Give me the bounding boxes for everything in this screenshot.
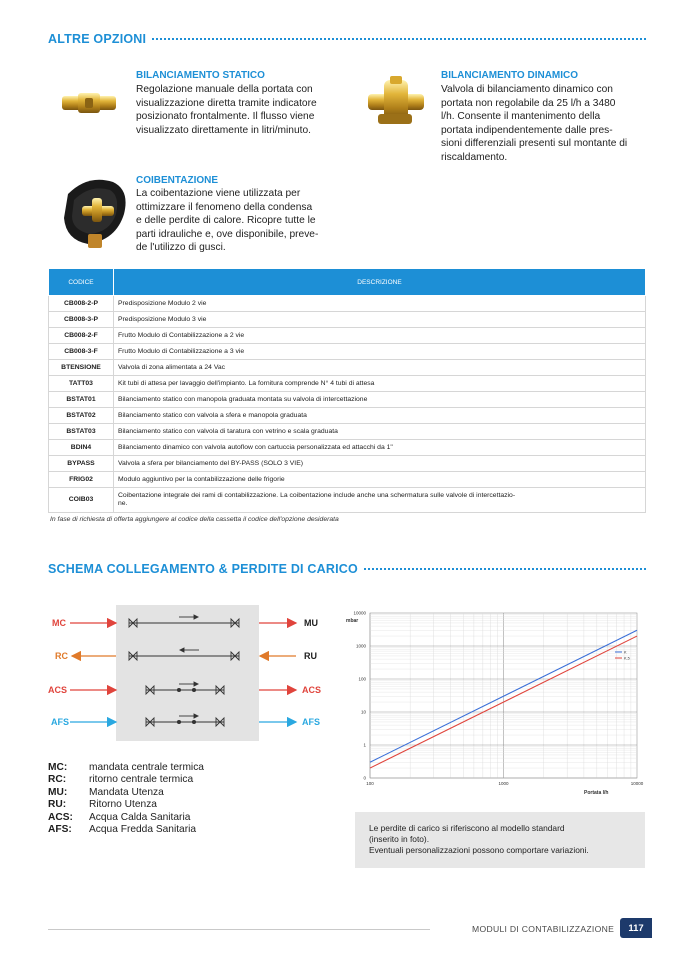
- schema-label-afs-left: AFS: [51, 717, 69, 727]
- schema-label-acs-right: ACS: [302, 685, 322, 695]
- code-cell: CB008-3-F: [49, 344, 114, 360]
- header-descrizione: DESCRIZIONE: [114, 269, 646, 296]
- table-header-row: [49, 269, 646, 296]
- table-row: [49, 344, 646, 360]
- legend-row: [48, 812, 204, 824]
- option-text-dinamico: [441, 83, 645, 165]
- code-cell: BSTAT03: [49, 424, 114, 440]
- text-line: portata indipendentemente dalle pres-: [441, 124, 613, 136]
- section-title-text: ALTRE OPZIONI: [48, 32, 147, 46]
- schema-diagram: [44, 605, 334, 745]
- chart-note-line: (inserito in foto).: [369, 834, 430, 844]
- section-title-altre-opzioni: [48, 32, 646, 46]
- code-cell: BSTAT01: [49, 392, 114, 408]
- text-line: e delle perdite di calore. Ricopre tutte le: [136, 215, 316, 227]
- text-line: sioni differenziali presenti sul montante di: [441, 138, 628, 150]
- page-number: 117: [620, 918, 652, 938]
- y-tick-label: 100: [358, 676, 366, 682]
- legend-entry: K: [624, 650, 627, 655]
- schema-label-ru: RU: [304, 651, 317, 661]
- code-cell: BDIN4: [49, 440, 114, 456]
- desc-cell: Bilanciamento dinamico con valvola autoflow con cartuccia personalizzata ed attacchi da 1": [114, 440, 646, 456]
- legend-value: Acqua Fredda Sanitaria: [89, 824, 197, 836]
- section-title-schema: [48, 562, 646, 576]
- desc-line: Coibentazione integrale dei rami di contabilizzazione. La coibentazione include anche una schermatura sulle valvole di intercettazio-: [118, 492, 516, 499]
- legend-value: Mandata Utenza: [89, 786, 164, 798]
- code-cell: BTENSIONE: [49, 360, 114, 376]
- desc-cell: Bilanciamento statico con valvola di taratura con vetrino e scala graduata: [114, 424, 646, 440]
- legend-key: RU:: [48, 799, 67, 811]
- dotted-divider: [152, 38, 646, 40]
- table-row: [49, 456, 646, 472]
- table-row: [49, 376, 646, 392]
- schema-label-rc: RC: [55, 651, 68, 661]
- desc-cell: Frutto Modulo di Contabilizzazione a 3 vie: [114, 344, 646, 360]
- desc-cell: Modulo aggiuntivo per la contabilizzazione delle frigorie: [114, 472, 646, 488]
- legend-value: Acqua Calda Sanitaria: [89, 811, 191, 823]
- header-codice: CODICE: [49, 269, 114, 296]
- legend-row: [48, 799, 204, 811]
- legend-row: [48, 762, 204, 774]
- text-line: posizionato frontalmente. Il flusso viene: [136, 111, 315, 123]
- y-tick-label: 10: [360, 709, 366, 715]
- option-title-statico: BILANCIAMENTO STATICO: [136, 70, 265, 81]
- chart-xlabel: Portata l/h: [584, 790, 609, 796]
- brass-fitting-photo: [60, 88, 118, 120]
- chart-note-line: Eventuali personalizzazioni possono comportare variazioni.: [369, 845, 589, 855]
- text-line: La coibentazione viene utilizzata per: [136, 188, 301, 199]
- text-line: riscaldamento.: [441, 151, 508, 163]
- text-line: de l'utilizzo di gusci.: [136, 242, 226, 254]
- legend-row: [48, 774, 204, 786]
- x-tick-label: 10000: [630, 781, 644, 786]
- dynamic-valve-photo: [364, 76, 428, 128]
- y-tick-label: 0: [363, 775, 366, 781]
- footer-label: MODULI DI CONTABILIZZAZIONE: [472, 924, 615, 934]
- legend-row: [48, 787, 204, 799]
- footer-rule: [48, 929, 430, 930]
- legend-value: ritorno centrale termica: [89, 774, 194, 786]
- table-row: [49, 488, 646, 513]
- desc-cell: Valvola di zona alimentata a 24 Vac: [114, 360, 646, 376]
- code-cell: CB008-3-P: [49, 312, 114, 328]
- text-line: Regolazione manuale della portata con: [136, 84, 313, 95]
- text-line: visualizzazione diretta tramite indicatore: [136, 97, 317, 109]
- chart-ylabel: mbar: [346, 618, 359, 624]
- x-tick-label: 100: [366, 781, 374, 786]
- desc-cell: [114, 488, 646, 513]
- x-tick-label: 1000: [498, 781, 509, 786]
- option-text-coibentazione: [136, 187, 341, 255]
- table-row: [49, 408, 646, 424]
- y-tick-label: 10000: [353, 610, 366, 616]
- text-line: l/h. Consente il mantenimento della: [441, 111, 601, 123]
- table-row: [49, 392, 646, 408]
- desc-cell: Frutto Modulo di Contabilizzazione a 2 vie: [114, 328, 646, 344]
- code-cell: CB008-2-F: [49, 328, 114, 344]
- codes-table: [48, 268, 646, 513]
- table-row: [49, 440, 646, 456]
- schema-label-afs-right: AFS: [302, 717, 320, 727]
- desc-cell: Predisposizione Modulo 3 vie: [114, 312, 646, 328]
- option-title-coibentazione: COIBENTAZIONE: [136, 175, 219, 186]
- code-cell: TATT03: [49, 376, 114, 392]
- option-title-dinamico: BILANCIAMENTO DINAMICO: [441, 70, 579, 81]
- desc-cell: Bilanciamento statico con manopola graduata montata su valvola di intercettazione: [114, 392, 646, 408]
- schema-label-acs-left: ACS: [48, 685, 68, 695]
- table-row: [49, 328, 646, 344]
- code-cell: BYPASS: [49, 456, 114, 472]
- code-cell: CB008-2-P: [49, 296, 114, 312]
- table-row: [49, 472, 646, 488]
- text-line: portata non regolabile da 25 l/h a 3480: [441, 97, 616, 109]
- legend-key: AFS:: [48, 824, 72, 836]
- text-line: visualizzato direttamente in litri/minuto.: [136, 124, 311, 136]
- y-tick-label: 1: [363, 742, 366, 748]
- desc-cell: Predisposizione Modulo 2 vie: [114, 296, 646, 312]
- section-title-text: SCHEMA COLLEGAMENTO & PERDITE DI CARICO: [48, 562, 358, 576]
- text-line: Valvola di bilanciamento dinamico con: [441, 84, 613, 95]
- legend-row: [48, 824, 204, 836]
- schema-label-mu: MU: [304, 618, 318, 628]
- legend-value: mandata centrale termica: [89, 762, 204, 773]
- desc-cell: Kit tubi di attesa per lavaggio dell'impianto. La fornitura comprende N° 4 tubi di attesa: [114, 376, 646, 392]
- y-tick-label: 1000: [355, 643, 366, 649]
- chart-note: [355, 812, 645, 868]
- legend-key: ACS:: [48, 811, 73, 823]
- text-line: ottimizzare il fenomeno della condensa: [136, 201, 313, 213]
- insulation-photo: [58, 174, 132, 250]
- legend-key: MU:: [48, 786, 68, 798]
- desc-cell: Valvola a sfera per bilanciamento del BY-PASS (SOLO 3 VIE): [114, 456, 646, 472]
- legend-entry: K,5: [624, 656, 630, 661]
- table-row: [49, 296, 646, 312]
- text-line: parti idrauliche e, ove disponibile, preve-: [136, 228, 319, 240]
- legend-value: Ritorno Utenza: [89, 799, 157, 811]
- table-note: In fase di richiesta di offerta aggiungere al codice della cassetta il codice dell'opzione desiderata: [50, 516, 339, 523]
- table-row: [49, 360, 646, 376]
- code-cell: FRIG02: [49, 472, 114, 488]
- code-cell: BSTAT02: [49, 408, 114, 424]
- table-row: [49, 312, 646, 328]
- legend-key: MC:: [48, 762, 68, 773]
- dotted-divider: [364, 568, 646, 570]
- desc-cell: Bilanciamento statico con valvola a sfera e manopola graduata: [114, 408, 646, 424]
- schema-label-mc: MC: [52, 618, 66, 628]
- legend-list: [48, 762, 204, 836]
- code-cell: COIB03: [49, 488, 114, 513]
- pressure-loss-chart: [340, 605, 646, 797]
- legend-key: RC:: [48, 774, 67, 786]
- chart-note-line: Le perdite di carico si riferiscono al modello standard: [369, 823, 565, 833]
- table-row: [49, 424, 646, 440]
- desc-line: ne.: [118, 500, 128, 507]
- option-text-statico: [136, 83, 341, 137]
